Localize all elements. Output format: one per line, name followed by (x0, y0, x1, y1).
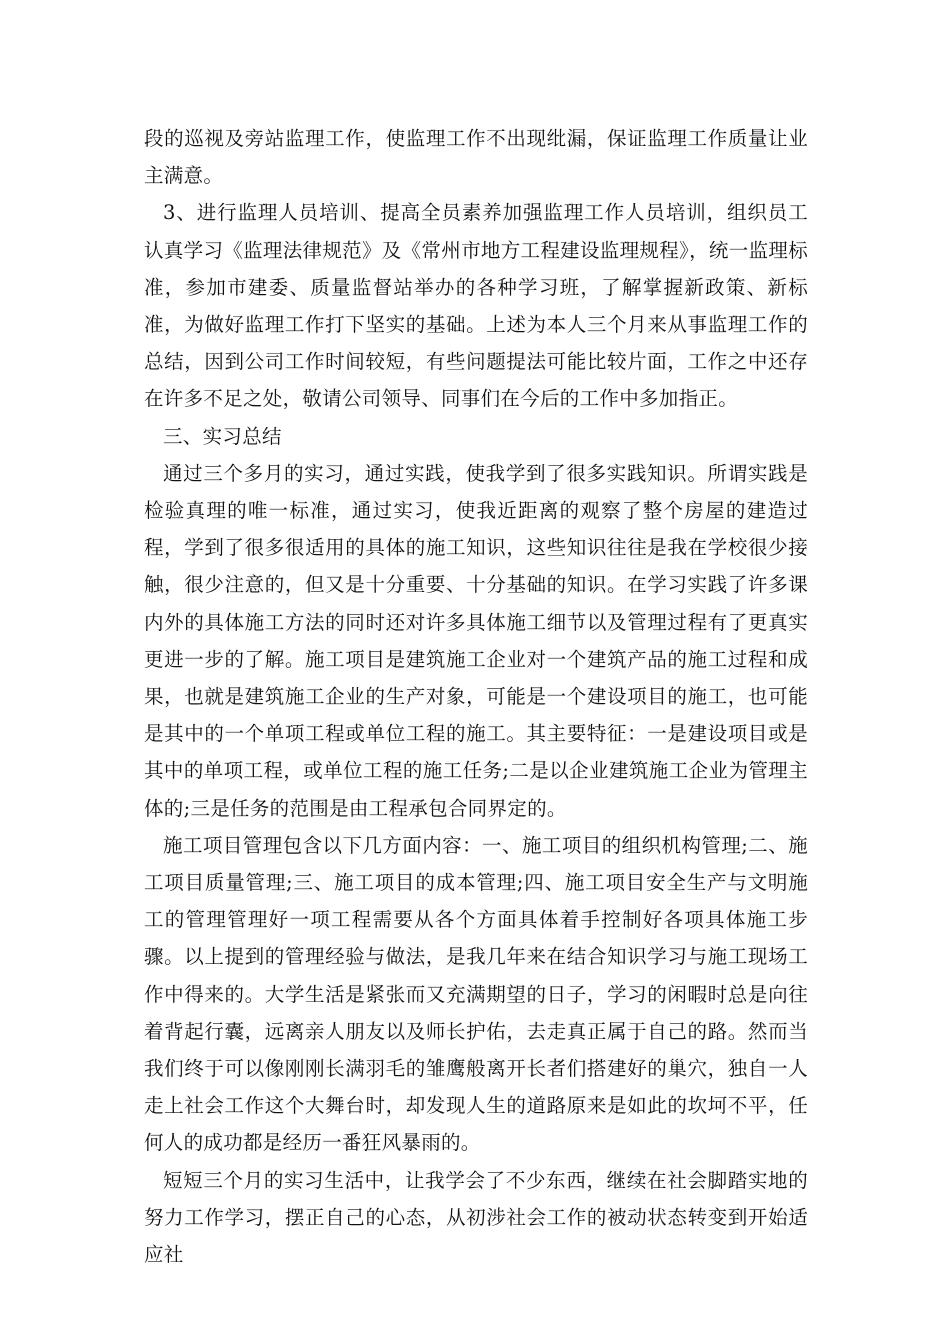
paragraph-three-months: 短短三个月的实习生活中，让我学会了不少东西，继续在社会脚踏实地的努力工作学习，摆正自己的心态，从初涉社会工作的被动状态转变到开始适应社 (144, 1168, 808, 1267)
paragraph-training: 3、进行监理人员培训、提高全员素养加强监理工作人员培训，组织员工认真学习《监理法律规范》及《常州市地方工程建设监理规程》，统一监理标准，参加市建委、质量监督站举办的各种学习班，了解掌握新政策、新标准，为做好监理工作打下坚实的基础。上述为本人三个月来从事监理工作的总结，因到公司工作时间较短，有些问题提法可能比较片面，工作之中还存在许多不足之处，敬请公司领导、同事们在今后的工作中多加指正。 (144, 201, 808, 411)
section-heading-internship-summary: 三、实习总结 (163, 424, 282, 448)
document-body (144, 120, 808, 1273)
paragraph-continuation: 段的巡视及旁站监理工作，使监理工作不出现纰漏，保证监理工作质量让业主满意。 (144, 127, 808, 188)
paragraph-project-management: 施工项目管理包含以下几方面内容：一、施工项目的组织机构管理;二、施工项目质量管理;三、施工项目的成本管理;四、施工项目安全生产与文明施工的管理管理好一项工程需要从各个方面具体着手控制好各项具体施工步骤。以上提到的管理经验与做法，是我几年来在结合知识学习与施工现场工作中得来的。大学生活是紧张而又充满期望的日子，学习的闲暇时总是向往着背起行囊，远离亲人朋友以及师长护佑，去走真正属于自己的路。然而当我们终于可以像刚刚长满羽毛的雏鹰般离开长者们搭建好的巢穴，独自一人走上社会工作这个大舞台时，却发现人生的道路原来是如此的坎坷不平，任何人的成功都是经历一番狂风暴雨的。 (144, 833, 808, 1155)
paragraph-practice-knowledge: 通过三个多月的实习，通过实践，使我学到了很多实践知识。所谓实践是检验真理的唯一标准，通过实习，使我近距离的观察了整个房屋的建造过程，学到了很多很适用的具体的施工知识，这些知识往往是我在学校很少接触，很少注意的，但又是十分重要、十分基础的知识。在学习实践了许多课内外的具体施工方法的同时还对许多具体施工细节以及管理过程有了更真实更进一步的了解。施工项目是建筑施工企业对一个建筑产品的施工过程和成果，也就是建筑施工企业的生产对象，可能是一个建设项目的施工，也可能是其中的一个单项工程或单位工程的施工。其主要特征：一是建设项目或是其中的单项工程，或单位工程的施工任务;二是以企业建筑施工企业为管理主体的;三是任务的范围是由工程承包合同界定的。 (144, 461, 808, 820)
